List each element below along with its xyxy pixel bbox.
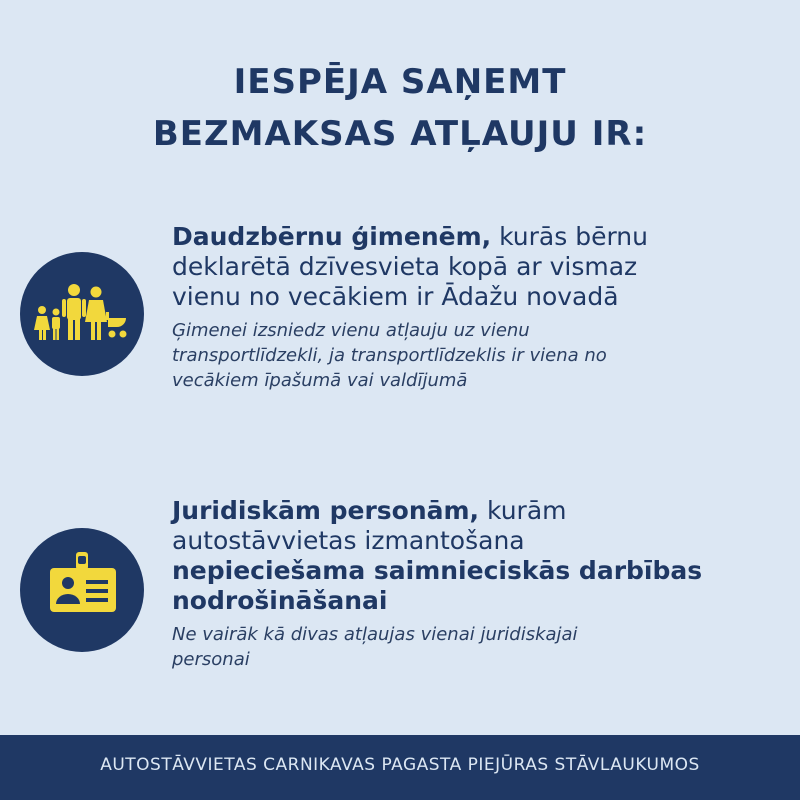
families-lead-line-2: deklarētā dzīvesvieta kopā ar vismaz: [172, 252, 638, 281]
families-lead-bold: Daudzbērnu ģimenēm,: [172, 222, 492, 251]
footer-text: AUTOSTĀVVIETAS CARNIKAVAS PAGASTA PIEJŪRAS STĀVLAUKUMOS: [100, 755, 700, 775]
title-line-1: IESPĒJA SAŅEMT: [233, 62, 567, 102]
legal-lead-rest: kurām: [479, 496, 567, 525]
page-title: [0, 56, 800, 160]
legal-note: [172, 622, 782, 672]
id-badge-icon: [20, 528, 144, 652]
families-lead-rest: kurās bērnu: [491, 222, 648, 251]
families-note-line-2: transportlīdzekli, ja transportlīdzeklis ir viena no: [172, 345, 607, 366]
footer-bar: [0, 735, 800, 800]
legal-note-line-1: Ne vairāk kā divas atļaujas vienai juridiskajai: [172, 624, 578, 645]
legal-lead-bold-line-3: nepieciešama saimnieciskās darbības: [172, 556, 703, 585]
family-icon: [20, 252, 144, 376]
families-note: [172, 318, 782, 393]
families-lead: [172, 222, 782, 312]
legal-lead-bold-line-4: nodrošināšanai: [172, 586, 388, 615]
legal-lead-bold: Juridiskām personām,: [172, 496, 480, 525]
families-block: [172, 222, 782, 393]
families-note-line-1: Ģimenei izsniedz vienu atļauju uz vienu: [172, 320, 530, 341]
legal-lead-line-2: autostāvvietas izmantošana: [172, 526, 525, 555]
title-line-2: BEZMAKSAS ATĻAUJU IR:: [152, 114, 648, 154]
legal-block: [172, 496, 782, 672]
legal-note-line-2: personai: [172, 649, 250, 670]
families-lead-line-3: vienu no vecākiem ir Ādažu novadā: [172, 282, 619, 311]
legal-lead: [172, 496, 782, 616]
families-note-line-3: vecākiem īpašumā vai valdījumā: [172, 370, 468, 391]
